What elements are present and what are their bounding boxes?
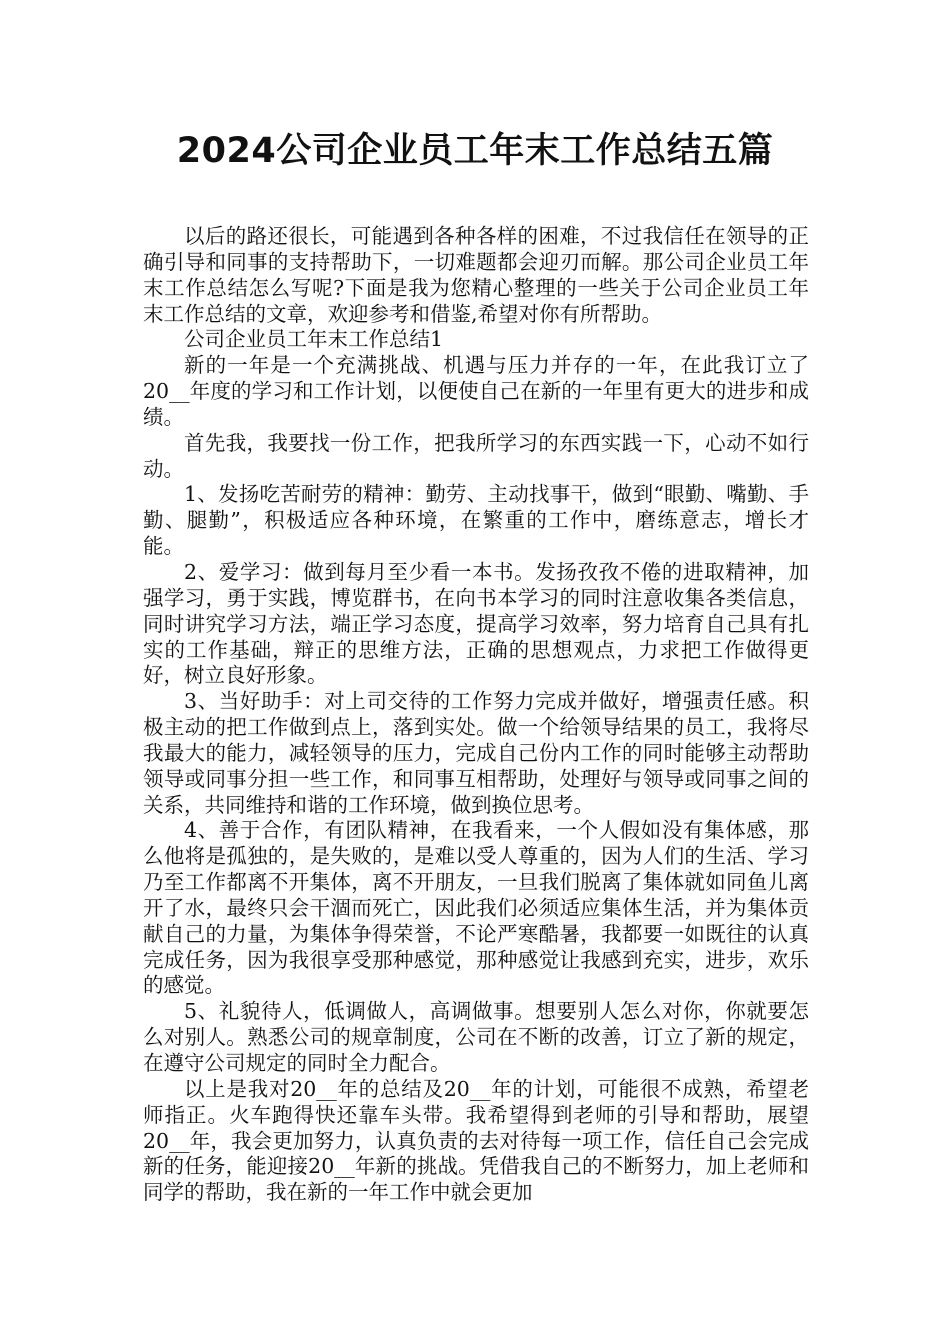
list-item-paragraph: 1、发扬吃苦耐劳的精神：勤劳、主动找事干，做到“眼勤、嘴勤、手勤、腿勤”，积极适应各种环境，在繁重的工作中，磨练意志，增长才能。 xyxy=(143,482,809,559)
list-item-paragraph: 2、爱学习：做到每月至少看一本书。发扬孜孜不倦的进取精神，加强学习，勇于实践，博览群书，在向书本学习的同时注意收集各类信息，同时讲究学习方法，端正学习态度，提高学习效率，努力培育自己具有扎实的工作基础，辩正的思维方法，正确的思想观点，力求把工作做得更好，树立良好形象。 xyxy=(143,559,809,688)
list-item-paragraph: 3、当好助手：对上司交待的工作努力完成并做好，增强责任感。积极主动的把工作做到点上，落到实处。做一个给领导结果的员工，我将尽我最大的能力，减轻领导的压力，完成自己份内工作的同时能够主动帮助领导或同事分担一些工作，和同事互相帮助，处理好与领导或同事之间的关系，共同维持和谐的工作环境，做到换位思考。 xyxy=(143,689,809,817)
document-body xyxy=(143,224,809,1206)
list-item-paragraph: 5、礼貌待人，低调做人，高调做事。想要别人怎么对你，你就要怎么对别人。熟悉公司的规章制度，公司在不断的改善，订立了新的规定，在遵守公司规定的同时全力配合。 xyxy=(143,999,809,1075)
body-paragraph: 新的一年是一个充满挑战、机遇与压力并存的一年，在此我订立了20__年度的学习和工作计划，以便使自己在新的一年里有更大的进步和成绩。 xyxy=(143,353,809,429)
intro-paragraph: 以后的路还很长，可能遇到各种各样的困难，不过我信任在领导的正确引导和同事的支持帮助下，一切难题都会迎刃而解。那公司企业员工年末工作总结怎么写呢?下面是我为您精心整理的一些关于公司企业员工年末工作总结的文章，欢迎参考和借鉴,希望对你有所帮助。 xyxy=(143,224,809,326)
document-title: 2024公司企业员工年末工作总结五篇 xyxy=(176,131,774,171)
list-item-paragraph: 4、善于合作，有团队精神，在我看来，一个人假如没有集体感，那么他将是孤独的，是失败的，是难以受人尊重的，因为人们的生活、学习乃至工作都离不开集体，离不开朋友，一旦我们脱离了集体就如同鱼儿离开了水，最终只会干涸而死亡，因此我们必须适应集体生活，并为集体贡献自己的力量，为集体争得荣誉，不论严寒酷暑，我都要一如既往的认真完成任务，因为我很享受那种感觉，那种感觉让我感到充实，进步，欢乐的感觉。 xyxy=(143,818,809,998)
body-paragraph: 以上是我对20__年的总结及20__年的计划，可能很不成熟，希望老师指正。火车跑得快还靠车头带。我希望得到老师的引导和帮助，展望20__年，我会更加努力，认真负责的去对待每一项工作，信任自己会完成新的任务，能迎接20__年新的挑战。凭借我自己的不断努力，加上老师和同学的帮助，我在新的一年工作中就会更加 xyxy=(143,1076,809,1205)
section-heading: 公司企业员工年末工作总结1 xyxy=(184,327,444,352)
body-paragraph: 首先我，我要找一份工作，把我所学习的东西实践一下，心动不如行动。 xyxy=(143,430,809,481)
